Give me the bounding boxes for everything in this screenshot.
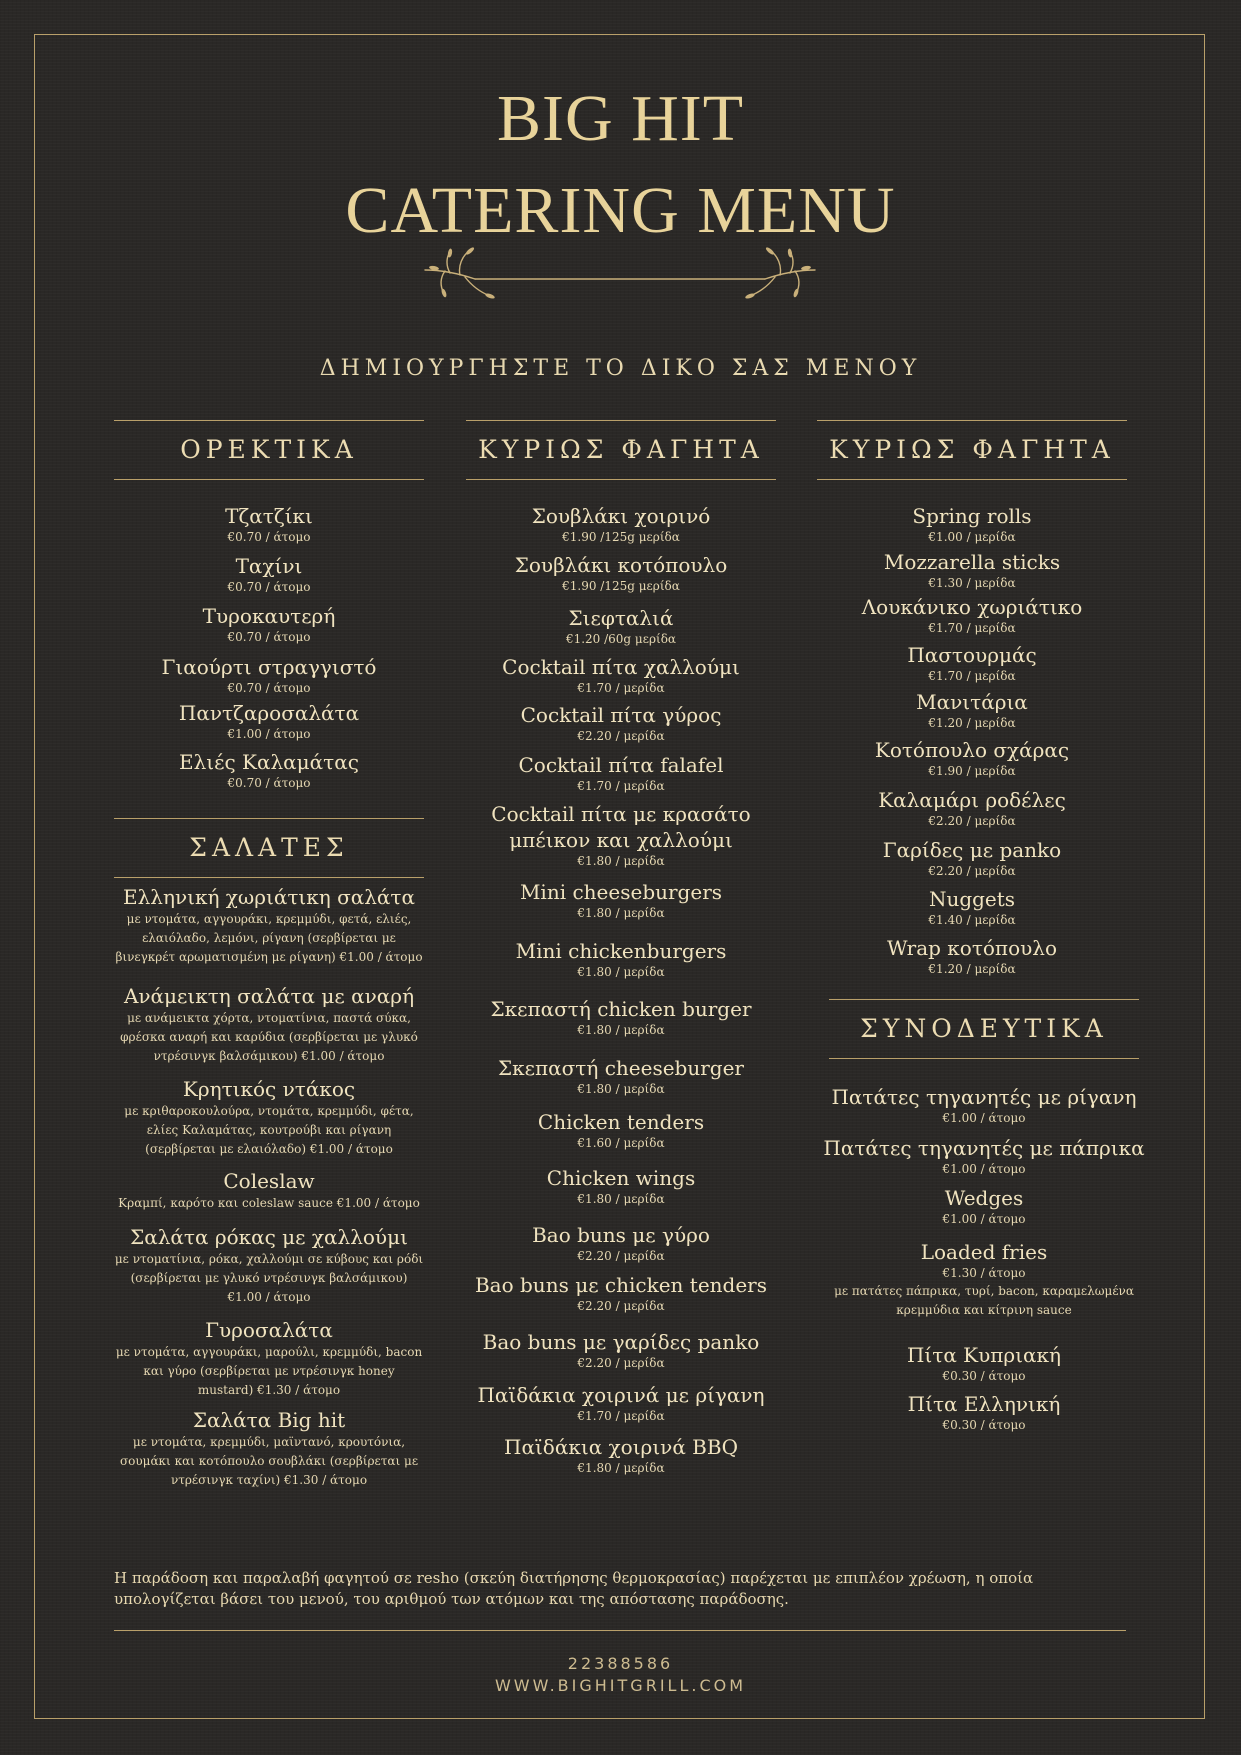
item-description: με πατάτες πάπρικα, τυρί, bacon, καραμελωμένα κρεμμύδια και κίτρινη sauce: [834, 1284, 1134, 1317]
menu-item: [466, 1382, 776, 1434]
item-name: Μανιτάρια: [916, 690, 1028, 714]
item-price: €0.70 / άτομο: [227, 580, 311, 594]
item-price: €2.20 / μερίδα: [577, 1356, 665, 1370]
menu-item: [817, 737, 1127, 787]
title-line-1: BIG HIT: [496, 82, 745, 155]
menu-item: [114, 1224, 424, 1317]
kyrios-2-list: [817, 503, 1127, 981]
section-header-salates: ΣΑΛΑΤΕΣ: [114, 818, 424, 878]
item-price: €1.00 / μερίδα: [928, 530, 1016, 544]
item-name: Κοτόπουλο σχάρας: [874, 738, 1070, 762]
item-name: Σουβλάκι κοτόπουλο: [514, 553, 728, 577]
menu-item: [466, 879, 776, 938]
item-name: Πατάτες τηγανητές με ρίγανη: [831, 1085, 1137, 1109]
item-name: Cocktail πίτα falafel: [518, 753, 724, 777]
section-header-synodeytika: ΣΥΝΟΔΕΥΤΙΚΑ: [829, 999, 1139, 1059]
menu-item: [114, 1076, 424, 1168]
menu-item: [114, 1407, 424, 1497]
item-price: €1.70 / μερίδα: [577, 779, 665, 793]
item-price: €2.20 / μερίδα: [928, 864, 1016, 878]
menu-item: [816, 1135, 1152, 1185]
item-name: Τζατζίκι: [225, 504, 313, 528]
item-price: €1.30 / μερίδα: [928, 576, 1016, 590]
orektika-list: [114, 503, 424, 795]
menu-item: [466, 1055, 776, 1109]
item-name: Τυροκαυτερή: [202, 604, 336, 628]
menu-item: [817, 787, 1127, 837]
item-name: Ελληνική χωριάτικη σαλάτα: [123, 885, 415, 909]
item-price: €0.30 / άτομο: [942, 1418, 1026, 1432]
item-name: Παντζαροσαλάτα: [178, 701, 360, 725]
item-name: Cocktail πίτα με κρασάτο μπέικον και χαλλούμι: [491, 802, 751, 852]
menu-item: [466, 552, 776, 605]
menu-item: [817, 503, 1127, 549]
item-price: €2.20 / μερίδα: [928, 814, 1016, 828]
item-name: Ελιές Καλαμάτας: [179, 750, 359, 774]
menu-item: [466, 605, 776, 654]
item-price: €1.80 / μερίδα: [577, 854, 665, 868]
item-name: Chicken wings: [546, 1166, 696, 1190]
item-name: Γαρίδες με panko: [882, 838, 1062, 862]
item-price: €1.80 / μερίδα: [577, 1082, 665, 1096]
item-name: Chicken tenders: [537, 1110, 705, 1134]
item-description: με ντοματίνια, ρόκα, χαλλούμι σε κύβους και ρόδι (σερβίρεται με γλυκό ντρέσινγκ βαλσάμικου) €1.00 / άτομο: [114, 1252, 424, 1304]
item-price: €1.60 / μερίδα: [577, 1136, 665, 1150]
menu-item: [466, 702, 776, 752]
item-description: με ντομάτα, κρεμμύδι, μαϊντανό, κρουτόνια, σουμάκι και κοτόπουλο σουβλάκι (σερβίρεται με ντρέσινγκ ταχίνι) €1.30 / άτομο: [119, 1435, 419, 1487]
item-name: Παϊδάκια χοιρινά με ρίγανη: [477, 1383, 765, 1407]
item-name: Wedges: [944, 1186, 1024, 1210]
item-price: €1.00 / άτομο: [942, 1162, 1026, 1176]
delivery-footnote: Η παράδοση και παραλαβή φαγητού σε resho (σκεύη διατήρησης θερμοκρασίας) παρέχεται με επιπλέον χρέωση, η οποία υπολογίζεται βάσει του μενού, του αριθμού των ατόμων και της απόστασης παράδοσης.: [114, 1569, 1034, 1608]
item-price: €2.20 / μερίδα: [577, 1249, 665, 1263]
item-price: €1.80 / μερίδα: [577, 906, 665, 920]
kyrios-1-list: [466, 503, 776, 1480]
item-name: Cocktail πίτα χαλλούμι: [502, 655, 740, 679]
item-name: Cocktail πίτα γύρος: [520, 703, 722, 727]
item-name: Γυροσαλάτα: [205, 1318, 333, 1342]
item-name: Wrap κοτόπουλο: [886, 936, 1057, 960]
item-name: Spring rolls: [912, 504, 1032, 528]
item-name: Πίτα Κυπριακή: [906, 1343, 1062, 1367]
item-name: Πίτα Ελληνική: [907, 1392, 1061, 1416]
item-price: €1.90 / μερίδα: [928, 764, 1016, 778]
item-price: €1.90 /125g μερίδα: [562, 530, 680, 544]
section-header-orektika: ΟΡΕΚΤΙΚΑ: [114, 420, 424, 480]
item-name: Σκεπαστή chicken burger: [490, 997, 752, 1021]
menu-item: [816, 1239, 1152, 1342]
item-name: Mini chickenburgers: [515, 939, 727, 963]
menu-item: [466, 996, 776, 1055]
menu-item: [466, 1434, 776, 1480]
item-name: Bao buns με γαρίδες panko: [482, 1330, 760, 1354]
menu-item: [466, 1329, 776, 1382]
item-price: €0.30 / άτομο: [942, 1369, 1026, 1383]
menu-item: [114, 1317, 424, 1407]
item-name: Παϊδάκια χοιρινά BBQ: [504, 1435, 738, 1459]
item-name: Bao buns με γύρο: [532, 1223, 710, 1247]
section-header-kyrios-2: ΚΥΡΙΩΣ ΦΑΓΗΤΑ: [817, 420, 1127, 480]
title-line-2: CATERING MENU: [345, 174, 896, 247]
menu-item: [817, 886, 1127, 935]
item-name: Γιαούρτι στραγγιστό: [161, 655, 377, 679]
item-description: με ντομάτα, αγγουράκι, μαρούλι, κρεμμύδι, bacon και γύρο (σερβίρεται με ντρέσινγκ honey mustard) €1.30 / άτομο: [115, 1345, 423, 1397]
item-name: Σουβλάκι χοιρινό: [531, 504, 711, 528]
item-price: €1.80 / μερίδα: [577, 965, 665, 979]
menu-item: [466, 1222, 776, 1272]
item-price: €2.20 / μερίδα: [577, 729, 665, 743]
menu-item: [466, 801, 776, 879]
item-name: Ανάμεικτη σαλάτα με αναρή: [123, 984, 415, 1008]
menu-item: [114, 654, 424, 700]
menu-item: [114, 603, 424, 654]
menu-item: [466, 503, 776, 552]
menu-item: [466, 1165, 776, 1222]
item-name: Bao buns με chicken tenders: [474, 1273, 767, 1297]
menu-item: [817, 935, 1127, 981]
item-name: Loaded fries: [920, 1240, 1048, 1264]
item-price: €1.80 / μερίδα: [577, 1192, 665, 1206]
item-price: €1.20 / μερίδα: [928, 962, 1016, 976]
menu-item: [114, 553, 424, 603]
item-price: €0.70 / άτομο: [227, 776, 311, 790]
menu-item: [466, 1272, 776, 1329]
menu-item: [114, 884, 424, 983]
item-price: €1.00 / άτομο: [942, 1111, 1026, 1125]
item-name: Mini cheeseburgers: [519, 880, 723, 904]
item-name: Παστουρμάς: [907, 643, 1037, 667]
item-price: €1.80 / μερίδα: [577, 1461, 665, 1475]
item-name: Mozzarella sticks: [883, 550, 1061, 574]
menu-item: [114, 983, 424, 1076]
item-price: €1.00 / άτομο: [227, 727, 311, 741]
menu-item: [114, 503, 424, 553]
item-name: Κρητικός ντάκος: [182, 1077, 356, 1101]
item-description: με ανάμεικτα χόρτα, ντοματίνια, παστά σύκα, φρέσκα αναρή και καρύδια (σερβίρεται με γλυκό ντρέσινγκ βαλσάμικου) €1.00 / άτομο: [120, 1011, 418, 1063]
item-name: Σκεπαστή cheeseburger: [497, 1056, 744, 1080]
menu-item: [466, 654, 776, 702]
menu-item: [816, 1084, 1152, 1135]
item-price: €1.70 / μερίδα: [577, 681, 665, 695]
item-name: Σαλάτα ρόκας με χαλλούμι: [130, 1225, 408, 1249]
item-name: Πατάτες τηγανητές με πάπρικα: [823, 1136, 1145, 1160]
menu-item: [466, 938, 776, 996]
item-price: €1.90 /125g μερίδα: [562, 579, 680, 593]
menu-item: [817, 837, 1127, 886]
item-price: €1.70 / μερίδα: [577, 1409, 665, 1423]
menu-item: [817, 642, 1127, 689]
item-name: Σιεφταλιά: [568, 606, 674, 630]
item-price: €0.70 / άτομο: [227, 530, 311, 544]
menu-item: [816, 1185, 1152, 1239]
section-header-kyrios-1: ΚΥΡΙΩΣ ΦΑΓΗΤΑ: [466, 420, 776, 480]
item-price: €1.40 / μερίδα: [928, 913, 1016, 927]
item-name: Ταχίνι: [235, 554, 303, 578]
item-price: €0.70 / άτομο: [227, 630, 311, 644]
menu-item: [466, 752, 776, 801]
website-link[interactable]: WWW.BIGHITGRILL.COM: [494, 1676, 747, 1695]
menu-item: [817, 549, 1127, 594]
menu-item: [817, 689, 1127, 737]
item-description: Κραμπί, καρότο και coleslaw sauce €1.00 / άτομο: [118, 1196, 420, 1210]
item-name: Σαλάτα Big hit: [192, 1408, 346, 1432]
item-price: €2.20 / μερίδα: [577, 1299, 665, 1313]
item-name: Coleslaw: [223, 1169, 315, 1193]
menu-item: [816, 1342, 1152, 1391]
menu-item: [114, 749, 424, 795]
item-price: €0.70 / άτομο: [227, 681, 311, 695]
menu-item: [114, 1168, 424, 1224]
item-price: €1.00 / άτομο: [942, 1212, 1026, 1226]
menu-item: [816, 1391, 1152, 1437]
footer-divider: [114, 1630, 1126, 1631]
subtitle: ΔΗΜΙΟΥΡΓΗΣΤΕ ΤΟ ΔΙΚΟ ΣΑΣ ΜΕΝΟΥ: [319, 356, 922, 381]
item-price: €1.20 /60g μερίδα: [565, 632, 677, 646]
leaf-ornament-icon: [420, 246, 820, 304]
item-price: €1.70 / μερίδα: [928, 669, 1016, 683]
salates-list: [114, 884, 424, 1497]
menu-item: [466, 1109, 776, 1165]
item-price: €1.20 / μερίδα: [928, 716, 1016, 730]
phone-number: 22388586: [567, 1654, 674, 1673]
item-price: €1.30 / άτομο: [942, 1266, 1026, 1280]
item-description: με ντομάτα, αγγουράκι, κρεμμύδι, φετά, ελιές, ελαιόλαδο, λεμόνι, ρίγανη (σερβίρεται με βινεγκρέτ αρωματισμένη με ρίγανη) €1.00 / άτομο: [115, 912, 423, 964]
item-name: Nuggets: [928, 887, 1016, 911]
item-name: Λουκάνικο χωριάτικο: [861, 595, 1083, 619]
item-description: με κριθαροκουλούρα, ντομάτα, κρεμμύδι, φέτα, ελίες Καλαμάτας, κουτρούβι και ρίγανη (σερβίρεται με ελαιόλαδο) €1.00 / άτομο: [124, 1104, 414, 1156]
menu-item: [817, 594, 1127, 642]
menu-item: [114, 700, 424, 749]
synodeytika-list: [816, 1084, 1152, 1437]
item-price: €1.80 / μερίδα: [577, 1023, 665, 1037]
item-name: Καλαμάρι ροδέλες: [878, 788, 1066, 812]
item-price: €1.70 / μερίδα: [928, 621, 1016, 635]
